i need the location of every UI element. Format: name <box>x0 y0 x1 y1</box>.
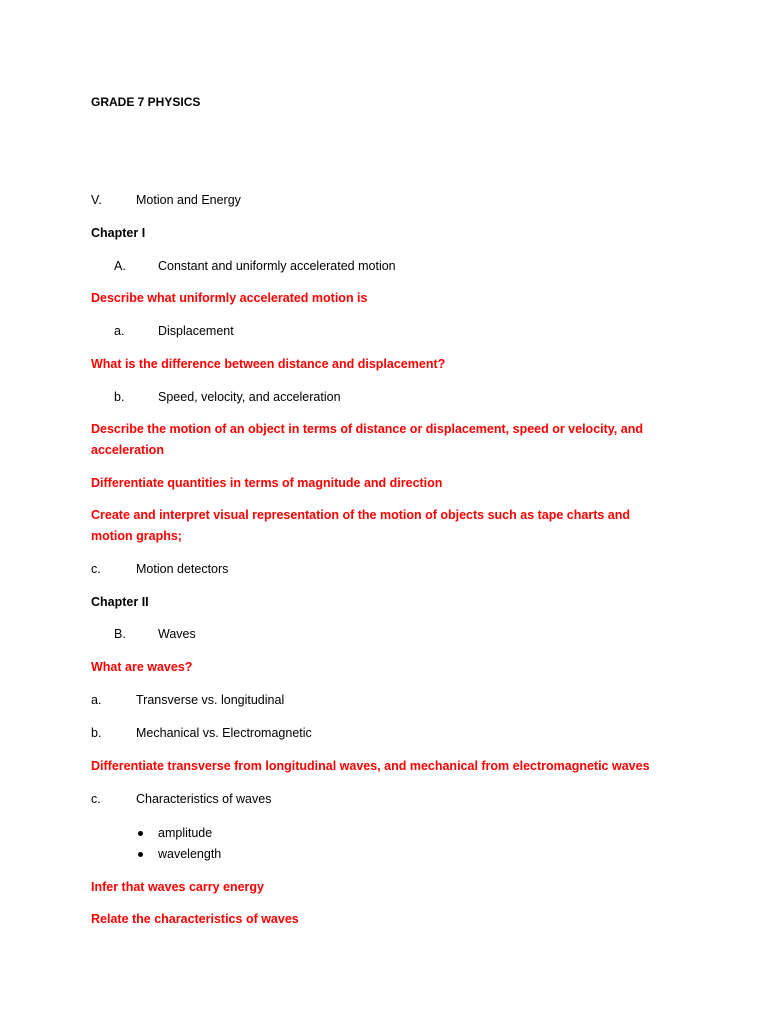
chapter-2-heading: Chapter II <box>91 595 149 609</box>
objective-distance-displacement: What is the difference between distance and displacement? <box>91 357 446 371</box>
section-text: Motion and Energy <box>136 193 241 207</box>
objective-uniform-motion: Describe what uniformly accelerated motion is <box>91 291 368 305</box>
section-heading <box>91 190 491 211</box>
outline-item-text: Motion detectors <box>136 562 229 576</box>
objective-visual-representation: Create and interpret visual representation of the motion of objects such as tape charts and motion graphs; <box>91 508 631 543</box>
chapter-1-heading: Chapter I <box>91 226 146 240</box>
outline-item-b-mechanical <box>91 723 491 744</box>
document-title: GRADE 7 PHYSICS <box>91 95 201 109</box>
outline-item-A-text: Constant and uniformly accelerated motion <box>158 259 396 273</box>
outline-item-number: c. <box>91 562 101 576</box>
outline-item-number: c. <box>91 792 101 806</box>
bullet-text: wavelength <box>158 847 222 861</box>
outline-item-number: b. <box>114 390 125 404</box>
outline-item-B-number: B. <box>114 627 126 641</box>
outline-item-A-number: A. <box>114 259 126 273</box>
outline-item-text: Displacement <box>158 324 234 338</box>
objective-relate-characteristics: Relate the characteristics of waves <box>91 912 299 926</box>
objective-waves-carry-energy: Infer that waves carry energy <box>91 880 264 894</box>
outline-item-number: a. <box>91 693 102 707</box>
outline-item-c-characteristics <box>91 789 491 810</box>
outline-item-number: a. <box>114 324 125 338</box>
outline-item-b-speed <box>114 387 514 408</box>
outline-item-B-text: Waves <box>158 627 196 641</box>
outline-item-a-transverse <box>91 690 491 711</box>
bullet-dot-icon <box>138 831 143 836</box>
bullet-text: amplitude <box>158 826 213 840</box>
outline-item-text: Transverse vs. longitudinal <box>136 693 285 707</box>
outline-item-B <box>114 624 514 645</box>
outline-item-text: Characteristics of waves <box>136 792 272 806</box>
bullet-item <box>138 823 338 844</box>
outline-item-text: Mechanical vs. Electromagnetic <box>136 726 312 740</box>
section-number: V. <box>91 193 102 207</box>
bullet-item <box>138 844 338 865</box>
outline-item-a-displacement <box>114 321 514 342</box>
objective-what-are-waves: What are waves? <box>91 660 193 674</box>
objective-describe-motion: Describe the motion of an object in terms of distance or displacement, speed or velocity, and acceleration <box>91 422 643 457</box>
outline-item-text: Speed, velocity, and acceleration <box>158 390 341 404</box>
outline-item-number: b. <box>91 726 102 740</box>
bullet-dot-icon <box>138 852 143 857</box>
objective-differentiate-waves: Differentiate transverse from longitudinal waves, and mechanical from electromagnetic waves <box>91 759 650 773</box>
outline-item-A <box>114 256 514 277</box>
objective-magnitude-direction: Differentiate quantities in terms of magnitude and direction <box>91 476 443 490</box>
outline-item-c-motion-detectors <box>91 559 491 580</box>
